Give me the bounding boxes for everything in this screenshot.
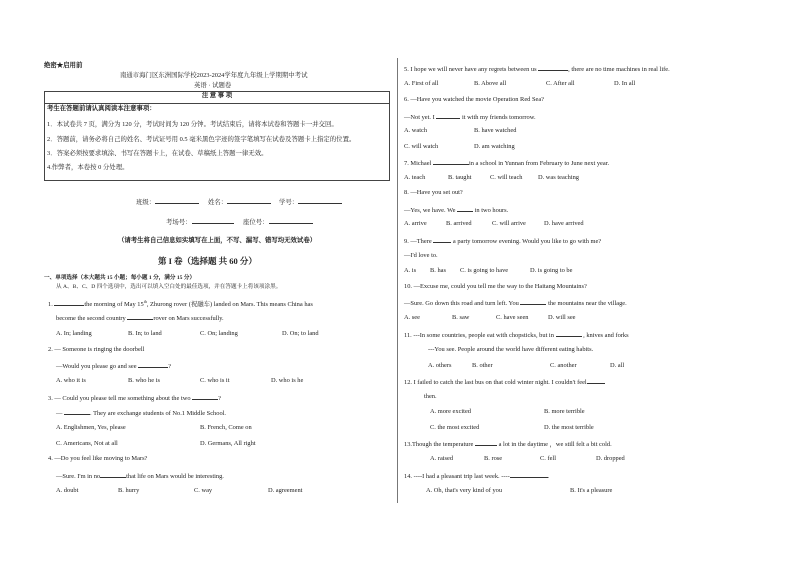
- room-field[interactable]: [166, 217, 234, 227]
- question-14: 14. ----I had a pleasant trip last week. ---- .: [404, 473, 550, 480]
- question-2: 2. — Someone is ringing the doorbell: [48, 346, 145, 353]
- class-blank[interactable]: [155, 197, 199, 204]
- q2-blank[interactable]: [138, 361, 168, 368]
- q10-option-a[interactable]: A. see: [404, 314, 420, 321]
- question-11-line2: ---You see. People around the world have different eating habits.: [428, 346, 594, 353]
- notice-item: 3．答案必须按要求填涂、书写在答题卡上，在试卷、草稿纸上答题一律无效。: [47, 150, 268, 157]
- name-label: 姓名：: [208, 199, 228, 206]
- q6-option-c[interactable]: C. will watch: [404, 143, 439, 150]
- q8-option-c[interactable]: C. will arrive: [492, 220, 526, 227]
- q6-blank[interactable]: [436, 112, 460, 119]
- q9-option-b[interactable]: B. has: [430, 267, 446, 274]
- q14-option-b[interactable]: B. It's a pleasure: [570, 487, 613, 494]
- q5-option-a[interactable]: A. First of all: [404, 80, 439, 87]
- q7-option-c[interactable]: C. will teach: [490, 174, 523, 181]
- column-divider: [397, 58, 398, 503]
- q5-option-b[interactable]: B. Above all: [474, 80, 507, 87]
- q7-option-d[interactable]: D. was teaching: [538, 174, 579, 181]
- q3-blank-1[interactable]: [192, 393, 218, 400]
- class-label: 班级：: [136, 199, 156, 206]
- q12-option-c[interactable]: C. the most excited: [430, 424, 480, 431]
- q1-option-b[interactable]: B. In; to land: [128, 330, 162, 337]
- q1-blank-1[interactable]: [54, 299, 84, 306]
- question-5: 5. I hope we will never have any regrets between us , there are no time machines in real life.: [404, 66, 670, 73]
- q11-option-a[interactable]: A. others: [428, 362, 452, 369]
- q4-option-d[interactable]: D. agreement: [268, 487, 303, 494]
- class-field[interactable]: [136, 197, 199, 207]
- q5-blank[interactable]: [538, 64, 568, 71]
- q7-option-a[interactable]: A. teach: [404, 174, 426, 181]
- id-label: 学号：: [279, 199, 299, 206]
- q2-option-d[interactable]: D. who is he: [271, 377, 304, 384]
- q7-blank[interactable]: [433, 158, 469, 165]
- question-10: 10. —Excuse me, could you tell me the way to the Haitang Mountains?: [404, 283, 587, 290]
- q3-option-d[interactable]: D. Germans, All right: [200, 440, 256, 447]
- q8-option-b[interactable]: B. arrived: [446, 220, 472, 227]
- question-9: 9. —There a party tomorrow evening. Would you like to go with me?: [404, 238, 602, 245]
- q13-option-a[interactable]: A. raised: [430, 455, 454, 462]
- question-1: 1. the morning of May 15th, Zhurong rover (祝融车) landed on Mars. This means China has: [48, 299, 313, 309]
- question-11: 11. ---In some countries, people eat with chopsticks, but in , knives and forks: [404, 332, 629, 339]
- q2-option-a[interactable]: A. who it is: [56, 377, 86, 384]
- question-8-line2: —Yes, we have. We in two hours.: [404, 207, 509, 214]
- question-6: 6. —Have you watched the movie Operation Red Sea?: [404, 96, 545, 103]
- q8-option-d[interactable]: D. have arrived: [544, 220, 584, 227]
- question-3: 3. — Could you please tell me something about the two ?: [48, 395, 221, 402]
- q6-option-d[interactable]: D. am watching: [474, 143, 515, 150]
- q14-blank[interactable]: [510, 471, 548, 478]
- q13-blank[interactable]: [475, 439, 497, 446]
- q5-option-c[interactable]: C. After all: [546, 80, 575, 87]
- q11-option-b[interactable]: B. other: [472, 362, 493, 369]
- q4-option-b[interactable]: B. hurry: [118, 487, 140, 494]
- q4-blank[interactable]: [100, 471, 126, 478]
- question-6-line2: —Not yet. I it with my friends tomorrow.: [404, 114, 536, 121]
- q11-option-d[interactable]: D. all: [610, 362, 625, 369]
- question-7: 7. Michael in a school in Yunnan from February to June next year.: [404, 160, 610, 167]
- q9-option-a[interactable]: A. is: [404, 267, 417, 274]
- question-8: 8. —Have you set out?: [404, 189, 463, 196]
- q2-option-b[interactable]: B. who he is: [128, 377, 160, 384]
- name-blank[interactable]: [227, 197, 271, 204]
- seat-blank[interactable]: [269, 217, 313, 224]
- q3-blank-2[interactable]: [64, 408, 90, 415]
- q11-option-c[interactable]: C. another: [550, 362, 577, 369]
- q1-blank-2[interactable]: [127, 313, 153, 320]
- id-blank[interactable]: [298, 197, 342, 204]
- q5-option-d[interactable]: D. In all: [614, 80, 636, 87]
- question-3-line2: — . They are exchange students of No.1 Middle School.: [56, 410, 227, 417]
- question-9-line2: —I'd love to.: [404, 252, 438, 259]
- q14-option-a[interactable]: A. Oh, that's very kind of you: [426, 487, 503, 494]
- q12-blank[interactable]: [587, 377, 605, 384]
- question-13: 13.Though the temperature a lot in the daytime ，we still felt a bit cold.: [404, 441, 612, 448]
- question-12-line2: then.: [424, 393, 437, 400]
- q9-option-d[interactable]: D. is going to be: [530, 267, 573, 274]
- part-instruction: 从 A、B、C、D 四个选项中，选出可以填入空白处的最佳选项，并在答题卡上将该项涂黑。: [56, 284, 282, 290]
- q13-option-d[interactable]: D. dropped: [596, 455, 625, 462]
- id-field[interactable]: [279, 197, 342, 207]
- q3-option-a[interactable]: A. Englishmen, Yes, please: [56, 424, 126, 431]
- q13-option-c[interactable]: C. fell: [540, 455, 556, 462]
- q12-option-a[interactable]: A. more excited: [430, 408, 471, 415]
- notice-item: 2．答题前，请务必将自己的姓名、考试证号用 0.5 毫米黑色字迹的签字笔填写在试卷及答题卡上指定的位置。: [47, 136, 356, 143]
- q7-option-b[interactable]: B. taught: [448, 174, 472, 181]
- notice-title: 注 意 事 项: [45, 92, 389, 104]
- q3-option-c[interactable]: C. Americans, Not at all: [56, 440, 118, 447]
- q13-option-b[interactable]: B. rose: [484, 455, 503, 462]
- q8-blank[interactable]: [457, 205, 473, 212]
- q9-blank[interactable]: [433, 236, 451, 243]
- q9-option-c[interactable]: C. is going to have: [460, 267, 509, 274]
- q12-option-d[interactable]: D. the most terrible: [544, 424, 594, 431]
- q4-option-c[interactable]: C. way: [194, 487, 213, 494]
- exam-title: 南通市海门区东洲国际学校2023-2024学年度九年级上学期期中考试: [120, 72, 308, 79]
- q1-option-c[interactable]: C. On; landing: [200, 330, 238, 337]
- q10-blank[interactable]: [520, 298, 546, 305]
- notice-heading: 考生在答题前请认真阅读本注意事项：: [47, 105, 156, 112]
- q2-option-c[interactable]: C. who is it: [200, 377, 230, 384]
- name-field[interactable]: [208, 197, 271, 207]
- question-12: 12. I failed to catch the last bus on that cold winter night. I couldn't feel: [404, 377, 605, 387]
- part-heading: 一、单项选择（本大题共 15 小题；每小题 1 分，满分 15 分）: [44, 275, 196, 281]
- question-4: 4. —Do you feel like moving to Mars?: [48, 455, 148, 462]
- paper-type: 英语 · 试题卷: [194, 82, 232, 89]
- question-1-line2: become the second country rover on Mars successfully.: [56, 315, 224, 322]
- secret-label: 绝密★启用前: [44, 62, 83, 69]
- room-label: 考场号：: [166, 219, 192, 226]
- question-4-line2: —Sure. I'm in no that life on Mars would be interesting.: [56, 473, 224, 480]
- q6-option-b[interactable]: B. have watched: [474, 127, 517, 134]
- q6-option-a[interactable]: A. watch: [404, 127, 428, 134]
- q1-option-d[interactable]: D. On; to land: [282, 330, 319, 337]
- notice-item: 1．本试卷共 7 页，满分为 120 分，考试时间为 120 分钟。考试结束后，请将本试卷和答题卡一并交回。: [47, 121, 338, 128]
- q10-option-c[interactable]: C. have seen: [496, 314, 529, 321]
- section-title: 第 I 卷（选择题 共 60 分）: [158, 256, 257, 266]
- q12-option-b[interactable]: B. more terrible: [544, 408, 585, 415]
- question-2-line2: —Would you please go and see ?: [56, 363, 172, 370]
- q8-option-a[interactable]: A. arrive: [404, 220, 427, 227]
- q11-blank[interactable]: [556, 330, 582, 337]
- seat-field[interactable]: [243, 217, 313, 227]
- notice-item: 4.作弊者，本卷按 0 分处理。: [47, 164, 129, 171]
- q3-option-b[interactable]: B. French, Come on: [200, 424, 252, 431]
- q10-option-b[interactable]: B. saw: [452, 314, 470, 321]
- question-10-line2: —Sure. Go down this road and turn left. You the mountains near the village.: [404, 300, 627, 307]
- room-blank[interactable]: [192, 217, 234, 224]
- q1-option-a[interactable]: A. In; landing: [56, 330, 92, 337]
- info-warning: （请考生将自己信息如实填写在上面，不写、漏写、错写均无效试卷）: [118, 237, 317, 244]
- q4-option-a[interactable]: A. doubt: [56, 487, 79, 494]
- seat-label: 座位号：: [243, 219, 269, 226]
- q10-option-d[interactable]: D. will see: [548, 314, 576, 321]
